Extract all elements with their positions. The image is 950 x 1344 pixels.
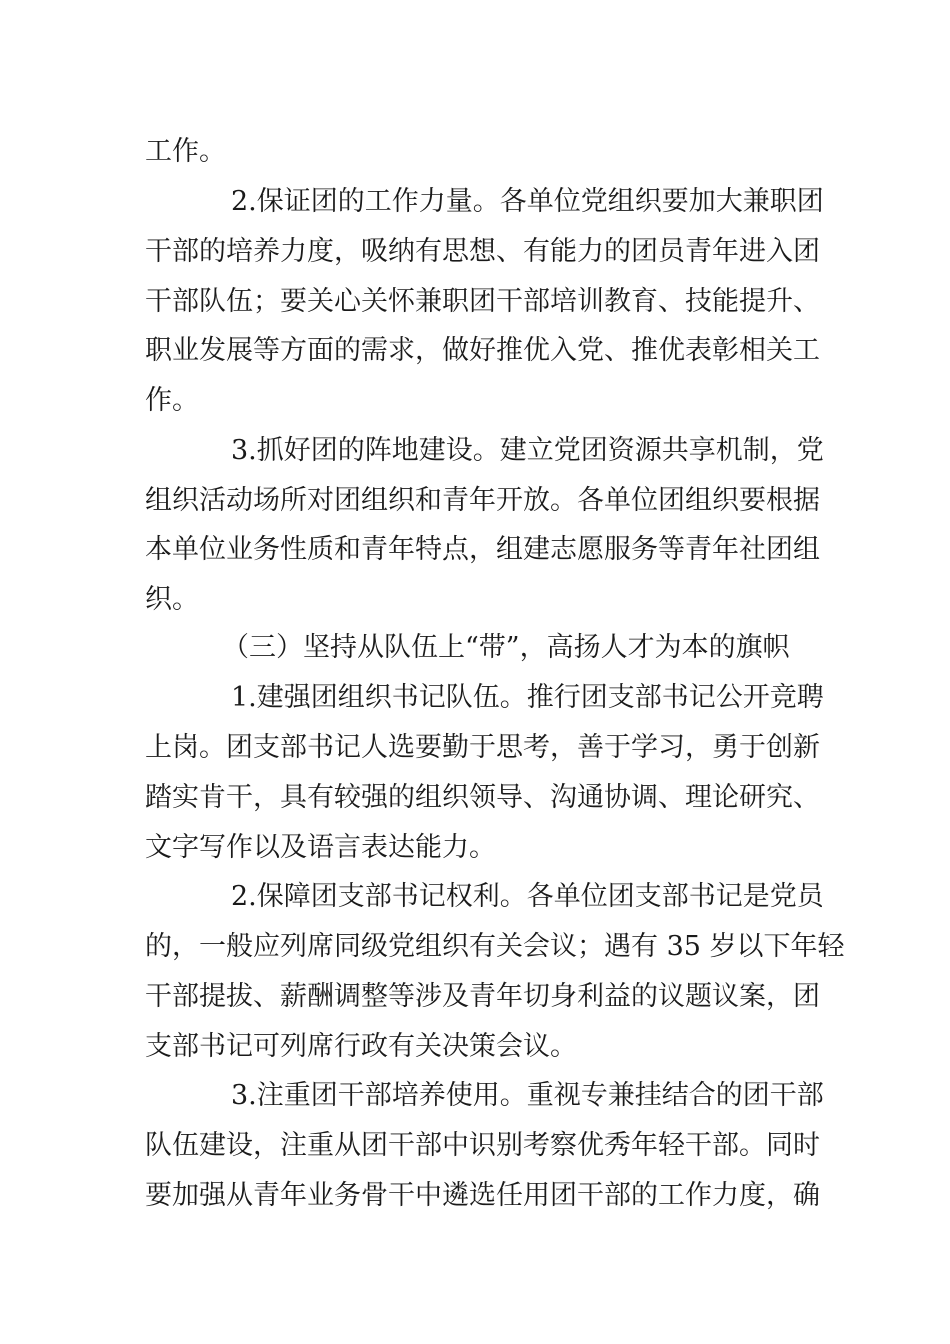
text-line: 组织活动场所对团组织和青年开放。各单位团组织要根据 <box>145 485 820 516</box>
section-heading: （三）坚持从队伍上“带”，高扬人才为本的旗帜 <box>222 632 790 663</box>
text-line: 3.抓好团的阵地建设。建立党团资源共享机制，党 <box>231 435 824 466</box>
text-line: 干部队伍；要关心关怀兼职团干部培训教育、技能提升、 <box>145 286 820 317</box>
text-line: 本单位业务性质和青年特点，组建志愿服务等青年社团组 <box>145 534 820 565</box>
text-line: 队伍建设，注重从团干部中识别考察优秀年轻干部。同时 <box>145 1130 820 1161</box>
text-line: 2.保证团的工作力量。各单位党组织要加大兼职团 <box>231 186 824 217</box>
text-line: 作。 <box>145 385 199 416</box>
text-line: 干部的培养力度，吸纳有思想、有能力的团员青年进入团 <box>145 236 820 267</box>
text-line: 织。 <box>145 584 199 615</box>
text-line: 的，一般应列席同级党组织有关会议；遇有 35 岁以下年轻 <box>145 931 845 962</box>
text-line: 3.注重团干部培养使用。重视专兼挂结合的团干部 <box>231 1080 824 1111</box>
text-line: 支部书记可列席行政有关决策会议。 <box>145 1031 577 1062</box>
text-line: 2.保障团支部书记权利。各单位团支部书记是党员 <box>231 881 824 912</box>
text-line: 踏实肯干，具有较强的组织领导、沟通协调、理论研究、 <box>145 782 820 813</box>
text-line: 1.建强团组织书记队伍。推行团支部书记公开竞聘 <box>231 682 824 713</box>
text-line: 干部提拔、薪酬调整等涉及青年切身利益的议题议案，团 <box>145 981 820 1012</box>
text-line: 职业发展等方面的需求，做好推优入党、推优表彰相关工 <box>145 335 820 366</box>
text-line: 上岗。团支部书记人选要勤于思考，善于学习，勇于创新 <box>145 732 820 763</box>
text-line: 文字写作以及语言表达能力。 <box>145 832 496 863</box>
text-line: 要加强从青年业务骨干中遴选任用团干部的工作力度，确 <box>145 1180 820 1211</box>
text-line: 工作。 <box>145 136 226 167</box>
